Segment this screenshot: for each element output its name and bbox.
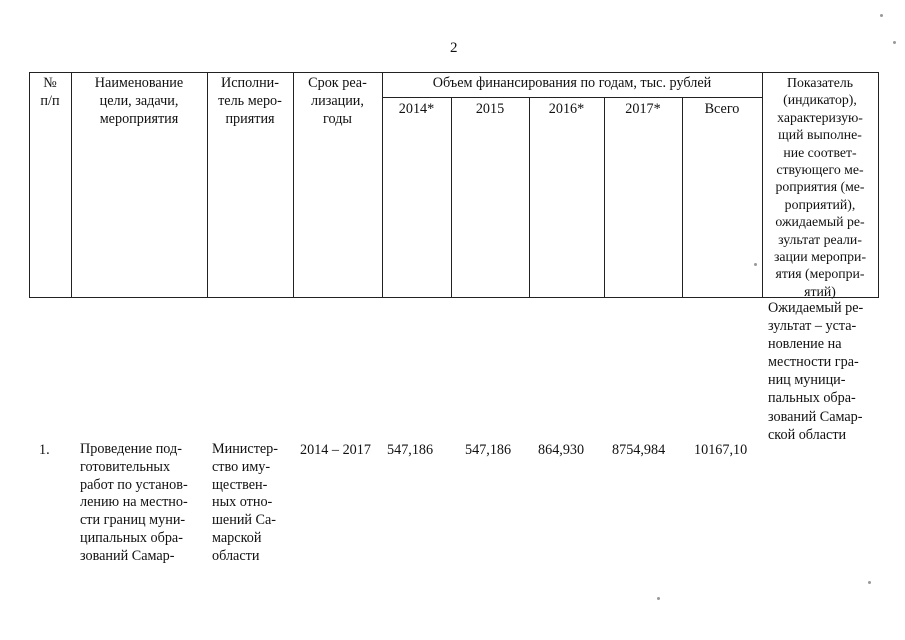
funding-subheader-line (382, 97, 762, 98)
page-number: 2 (450, 40, 458, 56)
header-year-2014: 2014* (398, 101, 435, 117)
row-value-2015: 547,186 (465, 442, 512, 458)
row-term: 2014 – 2017 (300, 442, 371, 458)
header-funding: Объем финансирования по годам, тыс. рублей (432, 75, 712, 91)
header-year-2016: 2016* (548, 101, 585, 117)
header-term: Срок реа- лизации, годы (308, 75, 367, 127)
scan-mark (868, 581, 871, 584)
header-year-2017: 2017* (625, 101, 661, 117)
col-divider-6 (529, 97, 530, 298)
row-value-2014: 547,186 (387, 442, 434, 458)
scan-mark (880, 14, 883, 17)
header-total: Всего (704, 101, 740, 117)
table-top-border (29, 72, 879, 73)
table-right-border (878, 72, 879, 298)
header-indicator: Показатель (индикатор), характеризую- щий выполне- ние соответ- ствующего ме- роприятия (ме- роприятий), ожидаемый ре- зультат реали- зации меропри- ятия (меропри- ятий) (773, 75, 867, 299)
row-name: Проведение под- готовительных работ по установ- лению на местно- сти границ муни- ципальных обра- зований Самар- (80, 441, 188, 564)
col-divider-5 (451, 97, 452, 298)
scan-mark (754, 263, 757, 266)
scan-mark (657, 597, 660, 600)
row-executor: Министер- ство иму- ществен- ных отно- шений Са- марской области (212, 441, 279, 564)
header-year-2015: 2015 (475, 101, 505, 117)
row-value-2016: 864,930 (538, 442, 585, 458)
header-name: Наименование цели, задачи, мероприятия (94, 75, 184, 127)
table-header-bottom-border (29, 297, 879, 298)
row-value-2017: 8754,984 (612, 442, 666, 458)
col-divider-8 (682, 97, 683, 298)
col-divider-7 (604, 97, 605, 298)
header-executor: Исполни- тель меро- приятия (218, 75, 282, 127)
header-number: № п/п (40, 75, 60, 109)
scan-mark (893, 41, 896, 44)
row-number: 1. (39, 442, 50, 458)
row-value-total: 10167,10 (694, 442, 748, 458)
row-indicator-text: Ожидаемый ре- зультат – уста- новление на местности гра- ниц муници- пальных обра- зований Самар- ской области (768, 300, 864, 443)
